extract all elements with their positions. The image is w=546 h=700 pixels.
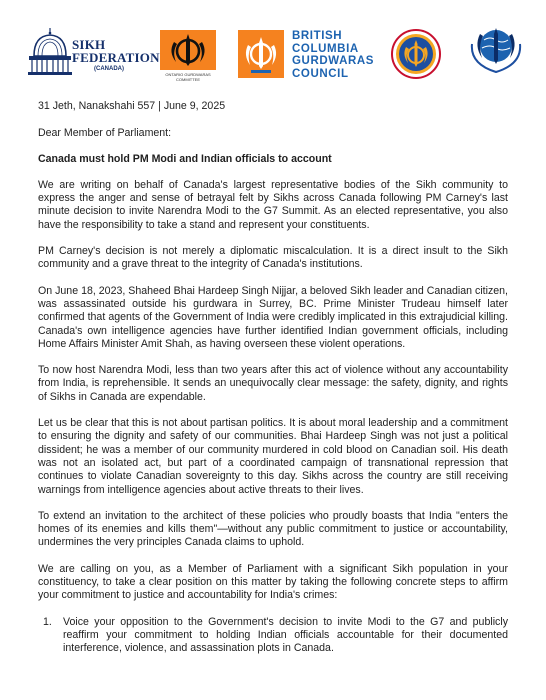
- khanda-emblem-icon: [386, 28, 446, 80]
- paragraph-2: PM Carney's decision is not merely a diplomatic miscalculation. It is a direct insult to the Sikh community and a grave threat to the integrity of Canada's institutions.: [38, 245, 508, 271]
- sikh-federation-name-line1: SIKH: [72, 37, 106, 52]
- bc-orange-square: [238, 30, 284, 78]
- paragraph-7: We are calling on you, as a Member of Parliament with a significant Sikh population in your constituency, to take a clear position on this matter by taking the following concrete steps to affirm your commitment to justice and accountability for India's crimes:: [38, 562, 508, 602]
- globe-khanda-icon: [466, 24, 526, 74]
- sikh-federation-logo: [24, 26, 160, 78]
- list-item-text: Voice your opposition to the Government's decision to invite Modi to the G7 and publicly reaffirm your commitment to holding Indian officials accountable for their documented interference, violence, and assassination plots in Canada.: [63, 615, 508, 655]
- bc-council-line2: COLUMBIA: [292, 42, 359, 55]
- letterhead-logos: [0, 0, 546, 92]
- letter-body: [38, 94, 508, 656]
- sikh-federation-name: [72, 38, 160, 64]
- letter-heading: Canada must hold PM Modi and Indian officials to account: [38, 152, 332, 165]
- gurdwara-council-emblem: [386, 28, 446, 80]
- ogc-caption: ONTARIO GURDWARAS COMMITTEE: [165, 72, 211, 82]
- salutation: Dear Member of Parliament:: [38, 127, 172, 140]
- paragraph-1: We are writing on behalf of Canada's largest representative bodies of the Sikh community to express the anger and sense of betrayal felt by Sikhs across Canada following PM Carney's last minute decision to invite Narendra Modi to the G7 Summit. As an elected representative, you also have the responsibility to take a stand and represent your constituents.: [38, 178, 508, 231]
- khanda-icon: [160, 30, 216, 70]
- bc-council-line4: COUNCIL: [292, 67, 349, 80]
- ontario-gurdwaras-committee-logo: [157, 30, 219, 82]
- ogc-orange-square: [160, 30, 216, 70]
- khanda-icon: [238, 30, 284, 78]
- bc-gurdwaras-council-logo: [238, 28, 378, 80]
- bc-council-name: [292, 30, 374, 80]
- world-sikh-emblem: [466, 24, 526, 86]
- bc-council-line1: BRITISH: [292, 30, 343, 42]
- bc-council-line3: GURDWARAS: [292, 55, 375, 67]
- paragraph-3: On June 18, 2023, Shaheed Bhai Hardeep Singh Nijjar, a beloved Sikh leader and Canadian citizen, was assassinated outside his gurdwara in Surrey, BC. Prime Minister Trudeau himself later confirmed that agents of the Government of India were credibly implicated in this extrajudicial killing. Canada's own intelligence agencies have further identified Indian government officials, including Home Affairs Minister Amit Shah, as having overseen these violent operations.: [38, 284, 508, 350]
- gurdwara-dome-icon: [26, 26, 74, 76]
- paragraph-5: Let us be clear that this is not about partisan politics. It is about moral leadership and a commitment to ensuring the dignity and safety of our communities. Bhai Hardeep Singh was not just a political dissident; he was a member of our community murdered in cold blood on Canadian soil. His death was not an isolated act, but part of a coordinated campaign of transnational repression that continues to violate Canadian sovereignty to this day. Sikhs across the country are still receiving warnings from intelligence agencies about active threats to their lives.: [38, 417, 508, 496]
- sikh-federation-sub: (CANADA): [94, 66, 124, 72]
- letter-date: 31 Jeth, Nanakshahi 557 | June 9, 2025: [38, 100, 226, 112]
- paragraph-6: To extend an invitation to the architect of these policies who proudly boasts that India "enters the homes of its enemies and kills them"—without any public commitment to justice or accountability, undermines the very principles Canada claims to uphold.: [38, 509, 508, 549]
- list-item: [38, 616, 508, 656]
- paragraph-4: To now host Narendra Modi, less than two years after this act of violence without any accountability from India, is reprehensible. It sends an unequivocally clear message: the safety, dignity, and rights of Sikhs in Canada are expendable.: [38, 364, 508, 403]
- list-item-number: 1.: [43, 615, 52, 628]
- sikh-federation-name-line2: FEDERATION: [72, 50, 160, 65]
